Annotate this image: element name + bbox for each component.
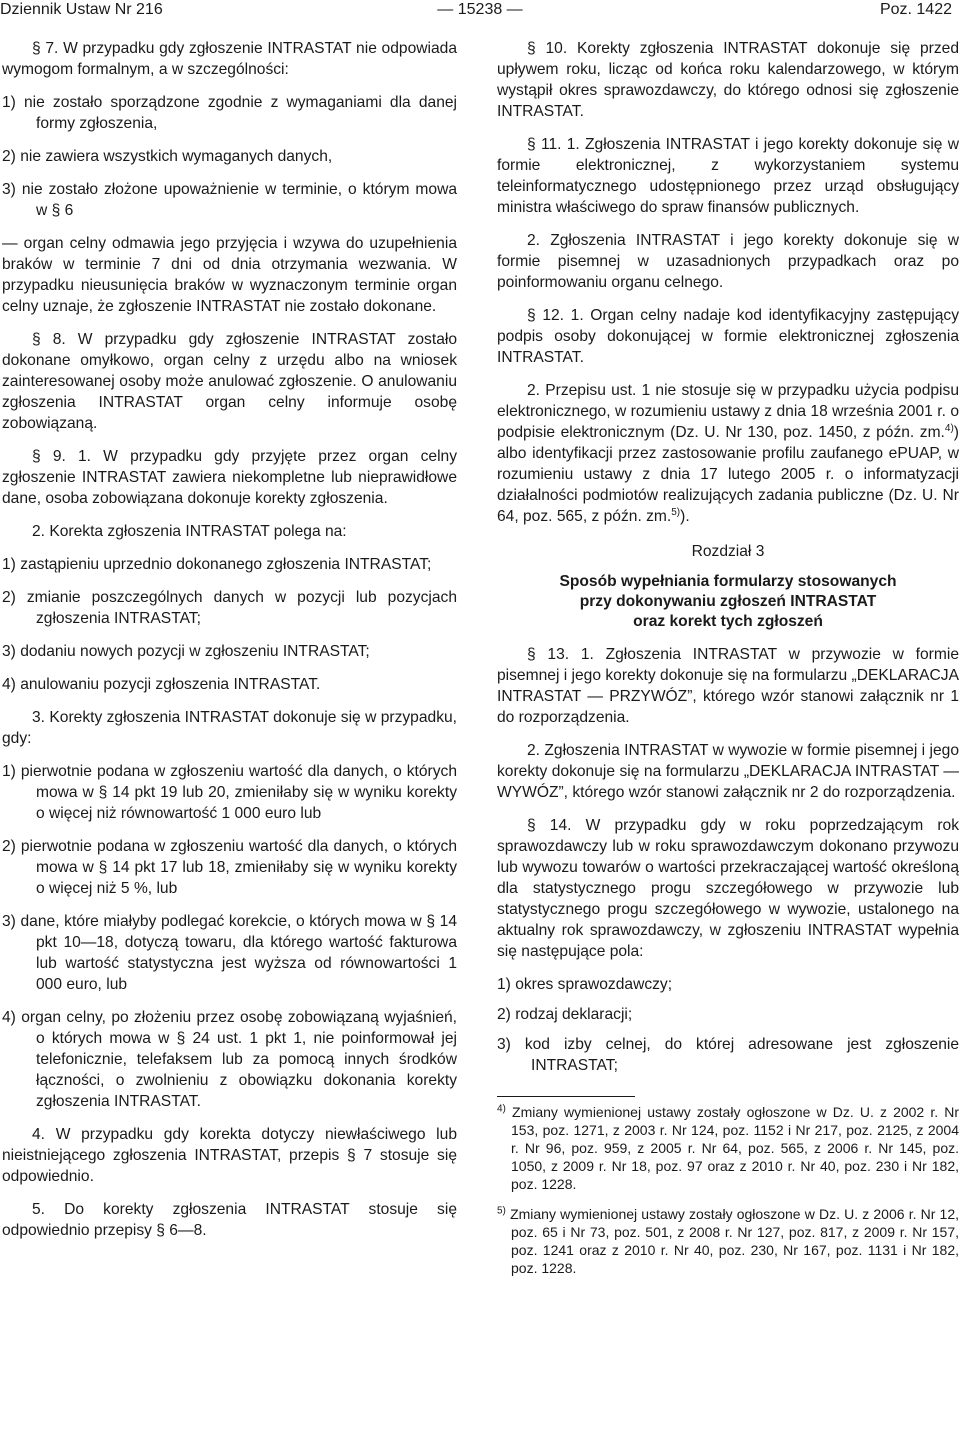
paragraph-9-3: 3. Korekty zgłoszenia INTRASTAT dokonuje się w przypadku, gdy:: [2, 709, 457, 747]
paragraph-9-2-item-4: 4) anulowaniu pozycji zgłoszenia INTRASTAT.: [2, 676, 321, 693]
paragraph-12-2-part-a: 2. Przepisu ust. 1 nie stosuje się w przypadku użycia podpisu elektronicznego, w rozumieniu ustawy z dnia 18 września 2001 r. o podpisie elektronicznym (Dz. U. Nr 130, poz. 1450, z późn. zm.: [497, 382, 959, 441]
paragraph-9-2-item-2: 2) zmianie poszczególnych danych w pozycji lub pozycjach zgłoszenia INTRASTAT;: [2, 589, 457, 627]
paragraph-7-item-3: 3) nie zostało złożone upoważnienie w terminie, o którym mowa w § 6: [2, 181, 457, 219]
paragraph-8: § 8. W przypadku gdy zgłoszenie INTRASTAT zostało dokonane omyłkowo, organ celny z urzędu albo na wniosek zainteresowanej osoby może anulować zgłoszenie. O anulowaniu zgłoszenia INTRASTAT organ celny informuje osobę zobowiązaną.: [2, 331, 457, 432]
footnote-5-text: Zmiany wymienionej ustawy zostały ogłoszone w Dz. U. z 2006 r. Nr 12, poz. 65 i Nr 73, poz. 501, z 2008 r. Nr 127, poz. 817, z 2009 r. Nr 157, poz. 1241 oraz z 2010 r. Nr 40, poz. 230, Nr 167, poz. 1131 i Nr 182, poz. 1228.: [510, 1206, 959, 1276]
footnote-5-label: 5): [497, 1205, 506, 1217]
paragraph-11-1: § 11. 1. Zgłoszenia INTRASTAT i jego korekty dokonuje się w formie elektronicznej, z wykorzystaniem systemu teleinformatycznego udostępnionego przez urząd obsługujący ministra właściwego do spraw finansów publicznych.: [497, 136, 959, 216]
left-column: [2, 38, 457, 1253]
chapter-title: [497, 572, 959, 632]
paragraph-14-item-2: 2) rodzaj deklaracji;: [497, 1006, 633, 1023]
paragraph-9-4: 4. W przypadku gdy korekta dotyczy niewłaściwego lub nieistniejącego zgłoszenia INTRASTAT, przepis § 7 stosuje się odpowiednio.: [2, 1126, 457, 1185]
paragraph-9-5: 5. Do korekty zgłoszenia INTRASTAT stosuje się odpowiednio przepisy § 6—8.: [2, 1201, 457, 1239]
footnote-4-text: Zmiany wymienionej ustawy zostały ogłoszone w Dz. U. z 2002 r. Nr 153, poz. 1271, z 2003 r. Nr 124, poz. 1152 i Nr 217, poz. 2125, z 2004 r. Nr 96, poz. 959, z 2005 r. Nr 64, poz. 565, z 2006 r. Nr 145, poz. 1050, z 2009 r. Nr 18, poz. 97 oraz z 2010 r. Nr 40, poz. 230 i Nr 182, poz. 1228.: [511, 1104, 960, 1192]
page-number: — 15238 —: [437, 1, 523, 18]
footnote-4-label: 4): [497, 1103, 506, 1115]
page-header: [0, 0, 960, 24]
paragraph-10: § 10. Korekty zgłoszenia INTRASTAT dokonuje się przed upływem roku, licząc od końca roku kalendarzowego, w którym wystąpił okres sprawozdawczy, do którego odnosi się zgłoszenie INTRASTAT.: [497, 40, 959, 120]
footnote-4-reference[interactable]: 4): [944, 422, 954, 434]
paragraph-13-2: 2. Zgłoszenia INTRASTAT w wywozie w formie pisemnej i jego korekty dokonuje się na formularzu „DEKLARACJA INTRASTAT — WYWÓZ”, którego wzór stanowi załącznik nr 2 do rozporządzenia.: [497, 742, 959, 801]
chapter-title-line-2: przy dokonywaniu zgłoszeń INTRASTAT: [579, 593, 877, 610]
paragraph-12-2: [497, 380, 959, 527]
paragraph-12-1: § 12. 1. Organ celny nadaje kod identyfikacyjny zastępujący podpis osoby dokonującej w formie elektronicznej zgłoszenia INTRASTAT.: [497, 307, 959, 366]
footnote-5-reference[interactable]: 5): [671, 506, 681, 518]
paragraph-9-3-item-4: 4) organ celny, po złożeniu przez osobę zobowiązaną wyjaśnień, o których mowa w § 24 ust. 1 pkt 1, nie poinformował jej telefonicznie, telefaksem lub za pomocą innych środków łączności, o zwolnieniu z obowiązku dokonania korekty zgłoszenia INTRASTAT.: [2, 1009, 457, 1110]
paragraph-7-conclusion: — organ celny odmawia jego przyjęcia i wzywa do uzupełnienia braków w terminie 7 dni od dnia otrzymania wezwania. W przypadku nieusunięcia braków w wyznaczonym terminie organ celny uznaje, że zgłoszenie INTRASTAT nie zostało dokonane.: [2, 235, 457, 315]
position-number: Poz. 1422: [879, 1, 952, 18]
footnote-divider: [497, 1096, 635, 1097]
right-column: [497, 38, 959, 1289]
paragraph-9-1: § 9. 1. W przypadku gdy przyjęte przez organ celny zgłoszenie INTRASTAT zawiera niekompletne lub nieprawidłowe dane, osoba zobowiązana dokonuje korekty zgłoszenia.: [2, 448, 457, 507]
paragraph-9-2: 2. Korekta zgłoszenia INTRASTAT polega na:: [32, 523, 347, 540]
paragraph-14-item-3: 3) kod izby celnej, do której adresowane jest zgłoszenie INTRASTAT;: [497, 1036, 959, 1074]
paragraph-11-2: 2. Zgłoszenia INTRASTAT i jego korekty dokonuje się w formie pisemnej w uzasadnionych przypadkach oraz po poinformowaniu organu celnego.: [497, 232, 959, 291]
chapter-title-line-3: oraz korekt tych zgłoszeń: [633, 613, 823, 630]
paragraph-7-item-2: 2) nie zawiera wszystkich wymaganych danych,: [2, 148, 333, 165]
paragraph-7: § 7. W przypadku gdy zgłoszenie INTRASTAT nie odpowiada wymogom formalnym, a w szczególności:: [2, 40, 457, 78]
journal-title: Dziennik Ustaw Nr 216: [0, 1, 163, 18]
paragraph-12-2-part-c: ).: [680, 508, 690, 525]
paragraph-14-item-1: 1) okres sprawozdawczy;: [497, 976, 673, 993]
paragraph-12-2-part-b: ) albo identyfikacji przez zastosowanie profilu zaufanego ePUAP, w rozumieniu ustawy z dnia 17 lutego 2005 r. o informatyzacji działalności podmiotów realizujących zadania publiczne (Dz. U. Nr 64, poz. 565, z późn. zm.: [497, 424, 959, 525]
paragraph-7-item-1: 1) nie zostało sporządzone zgodnie z wymaganiami dla danej formy zgłoszenia,: [2, 94, 457, 132]
chapter-title-line-1: Sposób wypełniania formularzy stosowanych: [559, 573, 897, 590]
paragraph-9-3-item-1: 1) pierwotnie podana w zgłoszeniu wartość dla danych, o których mowa w § 14 pkt 19 lub 20, zmieniłaby się w wyniku korekty o więcej niż równowartość 1 000 euro lub: [2, 763, 457, 822]
paragraph-9-2-item-3: 3) dodaniu nowych pozycji w zgłoszeniu INTRASTAT;: [2, 643, 370, 660]
paragraph-14: § 14. W przypadku gdy w roku poprzedzającym rok sprawozdawczy lub w roku sprawozdawczym dokonano przywozu lub wywozu towarów o wartości przekraczającej wartość określoną dla statystycznego progu szczegółowego w przywozie lub statystycznego progu szczegółowego w wywozie, ustalonego na aktualny rok sprawozdawczy, w zgłoszeniu INTRASTAT wypełnia się następujące pola:: [497, 817, 959, 960]
paragraph-13-1: § 13. 1. Zgłoszenia INTRASTAT w przywozie w formie pisemnej i jego korekty dokonuje się na formularzu „DEKLARACJA INTRASTAT — PRZYWÓZ”, którego wzór stanowi załącznik nr 1 do rozporządzenia.: [497, 646, 959, 726]
footnote-4: [497, 1103, 959, 1193]
footnote-5: [497, 1205, 959, 1277]
paragraph-9-3-item-3: 3) dane, które miałyby podlegać korekcie, o których mowa w § 14 pkt 10—18, dotyczą towaru, dla którego wartość fakturowa lub wartość statystyczna jest wyższa od równowartości 1 000 euro, lub: [2, 913, 457, 993]
paragraph-9-2-item-1: 1) zastąpieniu uprzednio dokonanego zgłoszenia INTRASTAT;: [2, 556, 432, 573]
paragraph-9-3-item-2: 2) pierwotnie podana w zgłoszeniu wartość dla danych, o których mowa w § 14 pkt 17 lub 18, zmieniłaby się w wyniku korekty o więcej niż 5 %, lub: [2, 838, 457, 897]
chapter-heading: Rozdział 3: [691, 543, 765, 560]
